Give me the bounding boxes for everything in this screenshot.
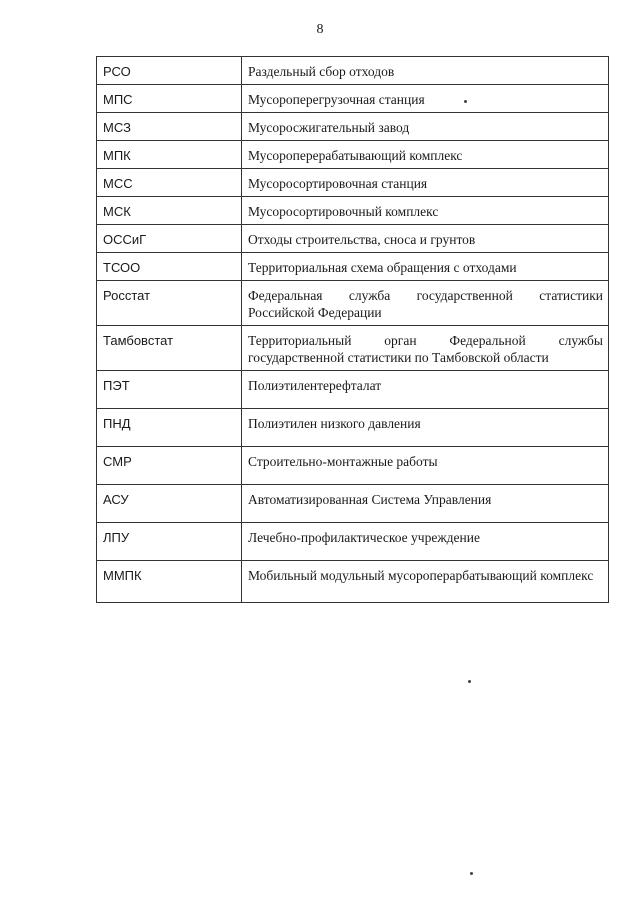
definition-cell: Строительно-монтажные работы	[242, 447, 609, 485]
definition-cell: Федеральная служба государственной статистики Российской Федерации	[242, 281, 609, 326]
abbreviation-cell: СМР	[97, 447, 242, 485]
definition-cell: Мобильный модульный мусороперарбатывающий комплекс	[242, 561, 609, 603]
definition-cell: Полиэтилентерефталат	[242, 371, 609, 409]
abbreviations-table	[96, 56, 609, 603]
abbreviation-cell: ПНД	[97, 409, 242, 447]
table-row	[97, 523, 609, 561]
definition-cell: Территориальная схема обращения с отходами	[242, 253, 609, 281]
table-row	[97, 281, 609, 326]
abbreviation-cell: ММПК	[97, 561, 242, 603]
scan-speck	[470, 872, 473, 875]
abbreviation-cell: АСУ	[97, 485, 242, 523]
table-row	[97, 197, 609, 225]
abbreviation-cell: МСС	[97, 169, 242, 197]
table-row	[97, 85, 609, 113]
table-row	[97, 141, 609, 169]
table-row	[97, 57, 609, 85]
scan-speck	[468, 680, 471, 683]
table-row	[97, 253, 609, 281]
abbreviation-cell: ЛПУ	[97, 523, 242, 561]
definition-cell: Мусороперерабатывающий комплекс	[242, 141, 609, 169]
table-row	[97, 371, 609, 409]
definition-cell: Мусоросортировочная станция	[242, 169, 609, 197]
definition-cell: Полиэтилен низкого давления	[242, 409, 609, 447]
definition-cell: Мусоросортировочный комплекс	[242, 197, 609, 225]
definition-cell: Мусороперегрузочная станция	[242, 85, 609, 113]
abbreviation-cell: ПЭТ	[97, 371, 242, 409]
table-row	[97, 561, 609, 603]
definition-cell: Отходы строительства, сноса и грунтов	[242, 225, 609, 253]
abbreviation-cell: МСЗ	[97, 113, 242, 141]
definition-cell: Автоматизированная Система Управления	[242, 485, 609, 523]
scan-speck	[464, 100, 467, 103]
page-number: 8	[316, 22, 324, 37]
table-row	[97, 169, 609, 197]
definition-cell: Лечебно-профилактическое учреждение	[242, 523, 609, 561]
abbreviation-cell: РСО	[97, 57, 242, 85]
table-row	[97, 409, 609, 447]
definition-cell: Раздельный сбор отходов	[242, 57, 609, 85]
abbreviation-cell: Росстат	[97, 281, 242, 326]
definition-cell: Мусоросжигательный завод	[242, 113, 609, 141]
table-row	[97, 225, 609, 253]
abbreviation-cell: ОССиГ	[97, 225, 242, 253]
abbreviation-cell: Тамбовстат	[97, 326, 242, 371]
table-row	[97, 113, 609, 141]
table-row	[97, 326, 609, 371]
abbreviation-cell: МСК	[97, 197, 242, 225]
definition-cell: Территориальный орган Федеральной службы государственной статистики по Тамбовской области	[242, 326, 609, 371]
abbreviation-cell: МПК	[97, 141, 242, 169]
table-row	[97, 485, 609, 523]
abbreviation-cell: МПС	[97, 85, 242, 113]
table-row	[97, 447, 609, 485]
abbreviation-cell: ТСОО	[97, 253, 242, 281]
